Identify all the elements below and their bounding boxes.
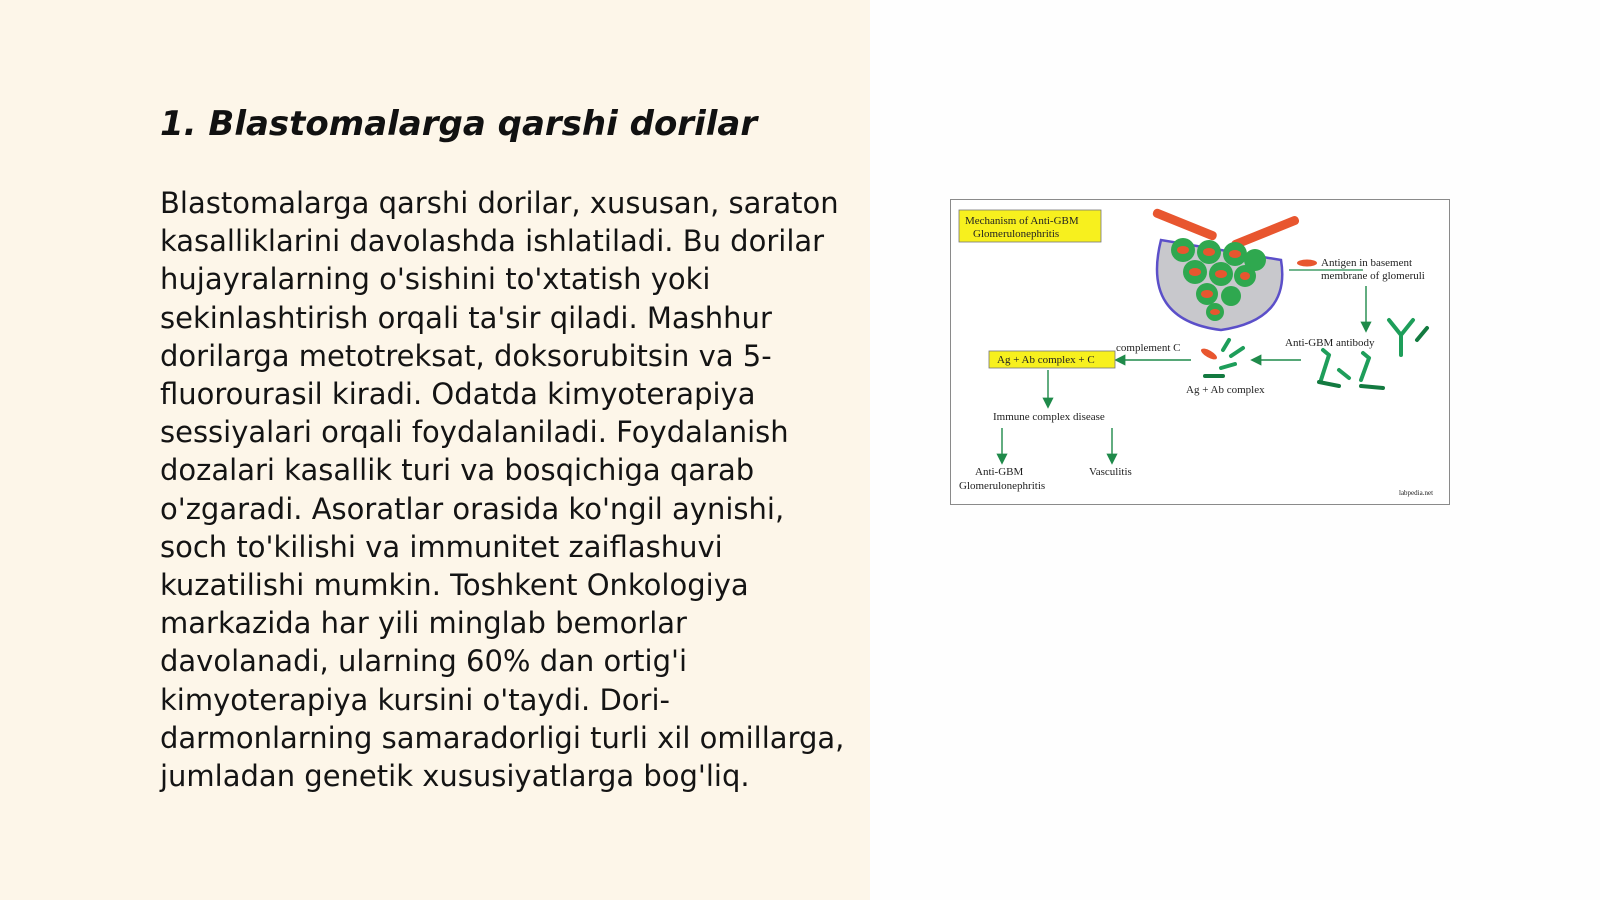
ag-ab-complex-label: Ag + Ab complex [1186,384,1265,396]
diagram-title-line1: Mechanism of Anti-GBM [965,215,1079,227]
anti-gbm-mechanism-diagram [950,199,1450,505]
glomerulus-icon [1152,208,1301,330]
complement-label: complement C [1116,342,1181,354]
ag-ab-complex-icon [1199,340,1243,376]
antigen-icon [1297,260,1317,267]
immune-complex-label: Immune complex disease [993,411,1105,423]
outcome2-label: Vasculitis [1089,466,1132,478]
outcome1-line1: Anti-GBM [975,466,1024,478]
slide-title: 1. Blastomalarga qarshi dorilar [160,104,758,144]
outcome1-line2: Glomerulonephritis [959,480,1046,492]
ag-ab-complex-c-label: Ag + Ab complex + C [997,354,1095,366]
diagram-canvas [951,200,1449,504]
slide-body-text: Blastomalarga qarshi dorilar, xususan, saraton kasalliklarini davolashda ishlatiladi. Bu dorilar hujayralarning o'sishini to'xtatish yoki sekinlashtirish orqali ta'sir qiladi. Mashhur dorilarga metotreksat, doksorubitsin va 5-fluorourasil kiradi. Odatda kimyoterapiya sessiyalari orqali foydalaniladi. Foydalanish dozalari kasallik turi va bosqichiga qarab o'zgaradi. Asoratlar orasida ko'ngil aynishi, soch to'kilishi va immunitet zaiflashuvi kuzatilishi mumkin. Toshkent Onkologiya markazida har yili minglab bemorlar davolanadi, ularning 60% dan ortig'i kimyoterapiya kursini o'taydi. Dori-darmonlarning samaradorligi turli xil omillarga, jumladan genetik xususiyatlarga bog'liq. [160,186,845,794]
diagram-title-line2: Glomerulonephritis [973,228,1060,240]
anti-gbm-antibody-label: Anti-GBM antibody [1285,337,1375,349]
antigen-label-line1: Antigen in basement [1321,257,1413,269]
antibody-icon [1319,320,1427,388]
antigen-label-line2: membrane of glomeruli [1321,270,1425,282]
figure-credit: labpedia.net [1399,489,1434,497]
